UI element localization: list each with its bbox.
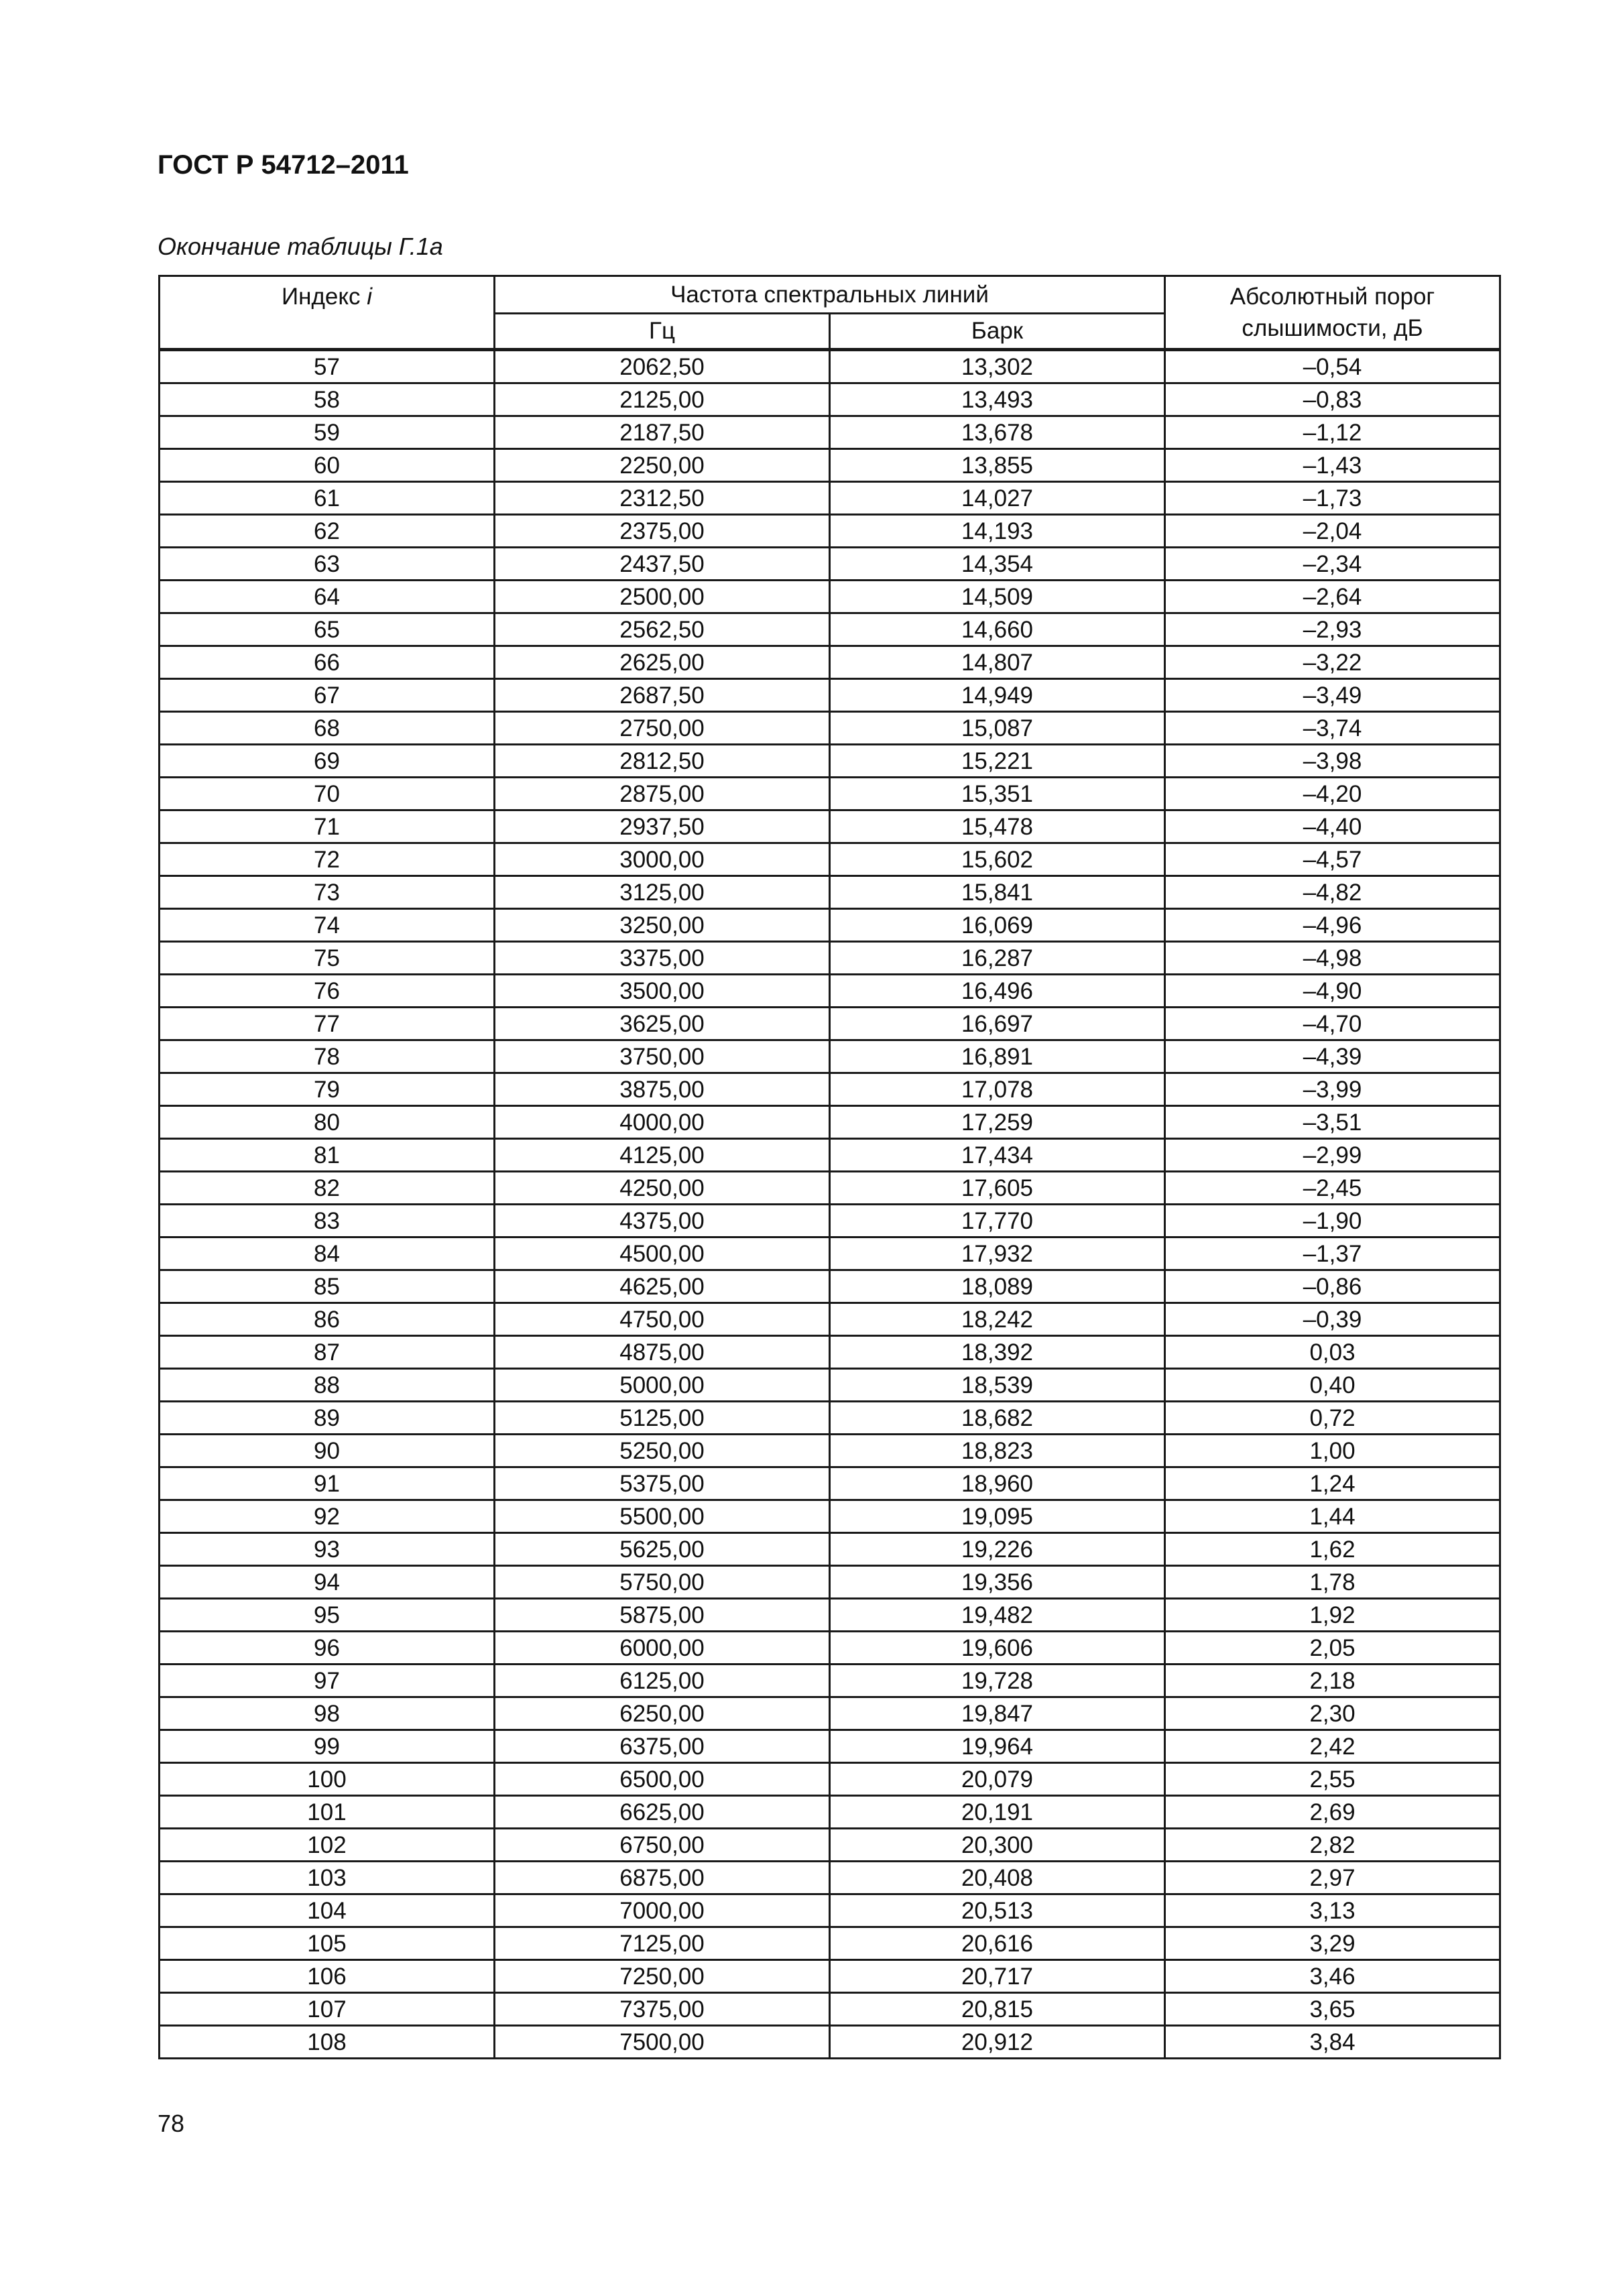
bark-cell: 15,087 [830, 712, 1165, 745]
header-hz: Гц [495, 313, 830, 349]
index-cell: 103 [160, 1862, 495, 1894]
table-row [160, 1763, 1500, 1796]
index-cell: 88 [160, 1369, 495, 1402]
bark-cell: 20,815 [830, 1993, 1165, 2026]
hz-cell: 7125,00 [495, 1927, 830, 1960]
index-cell: 65 [160, 613, 495, 646]
hz-cell: 6750,00 [495, 1829, 830, 1862]
table-row [160, 1106, 1500, 1139]
threshold-cell: 3,65 [1165, 1993, 1500, 2026]
index-cell: 79 [160, 1073, 495, 1106]
hz-cell: 3125,00 [495, 876, 830, 909]
threshold-cell: 3,84 [1165, 2026, 1500, 2059]
table-row [160, 1139, 1500, 1172]
index-cell: 84 [160, 1237, 495, 1270]
threshold-cell: –3,51 [1165, 1106, 1500, 1139]
index-cell: 69 [160, 745, 495, 778]
hz-cell: 7500,00 [495, 2026, 830, 2059]
threshold-cell: –0,83 [1165, 383, 1500, 416]
threshold-cell: 1,44 [1165, 1500, 1500, 1533]
bark-cell: 15,602 [830, 843, 1165, 876]
bark-cell: 17,770 [830, 1205, 1165, 1237]
index-cell: 63 [160, 548, 495, 581]
index-cell: 99 [160, 1730, 495, 1763]
table-row [160, 909, 1500, 942]
threshold-cell: –3,49 [1165, 679, 1500, 712]
hz-cell: 5250,00 [495, 1435, 830, 1467]
index-cell: 58 [160, 383, 495, 416]
threshold-cell: 1,62 [1165, 1533, 1500, 1566]
hz-cell: 2562,50 [495, 613, 830, 646]
bark-cell: 18,242 [830, 1303, 1165, 1336]
table-row [160, 876, 1500, 909]
table-row [160, 613, 1500, 646]
threshold-cell: –4,70 [1165, 1008, 1500, 1040]
index-cell: 76 [160, 975, 495, 1008]
hz-cell: 5875,00 [495, 1599, 830, 1632]
bark-cell: 19,847 [830, 1697, 1165, 1730]
threshold-cell: 2,97 [1165, 1862, 1500, 1894]
table-row [160, 679, 1500, 712]
index-cell: 86 [160, 1303, 495, 1336]
threshold-cell: –3,74 [1165, 712, 1500, 745]
hz-cell: 3250,00 [495, 909, 830, 942]
bark-cell: 14,660 [830, 613, 1165, 646]
table-row [160, 1402, 1500, 1435]
threshold-cell: –4,98 [1165, 942, 1500, 975]
hz-cell: 5500,00 [495, 1500, 830, 1533]
threshold-cell: 2,05 [1165, 1632, 1500, 1665]
bark-cell: 20,300 [830, 1829, 1165, 1862]
index-cell: 106 [160, 1960, 495, 1993]
table-row [160, 1205, 1500, 1237]
table-row [160, 1829, 1500, 1862]
threshold-table [158, 275, 1501, 2059]
threshold-cell: –4,82 [1165, 876, 1500, 909]
hz-cell: 2812,50 [495, 745, 830, 778]
table-row [160, 581, 1500, 613]
threshold-cell: 0,40 [1165, 1369, 1500, 1402]
hz-cell: 5125,00 [495, 1402, 830, 1435]
index-cell: 102 [160, 1829, 495, 1862]
bark-cell: 20,912 [830, 2026, 1165, 2059]
table-row [160, 745, 1500, 778]
bark-cell: 13,678 [830, 416, 1165, 449]
bark-cell: 14,509 [830, 581, 1165, 613]
bark-cell: 17,259 [830, 1106, 1165, 1139]
hz-cell: 7375,00 [495, 1993, 830, 2026]
threshold-cell: –0,86 [1165, 1270, 1500, 1303]
index-cell: 96 [160, 1632, 495, 1665]
index-cell: 92 [160, 1500, 495, 1533]
index-cell: 78 [160, 1040, 495, 1073]
index-cell: 75 [160, 942, 495, 975]
index-cell: 67 [160, 679, 495, 712]
hz-cell: 2250,00 [495, 449, 830, 482]
threshold-cell: 2,30 [1165, 1697, 1500, 1730]
threshold-cell: –2,34 [1165, 548, 1500, 581]
index-cell: 82 [160, 1172, 495, 1205]
document-code: ГОСТ Р 54712–2011 [158, 150, 409, 180]
threshold-cell: –1,12 [1165, 416, 1500, 449]
threshold-cell: –0,39 [1165, 1303, 1500, 1336]
page-number: 78 [158, 2110, 185, 2137]
index-cell: 83 [160, 1205, 495, 1237]
bark-cell: 20,079 [830, 1763, 1165, 1796]
index-cell: 105 [160, 1927, 495, 1960]
bark-cell: 19,964 [830, 1730, 1165, 1763]
hz-cell: 4250,00 [495, 1172, 830, 1205]
bark-cell: 19,482 [830, 1599, 1165, 1632]
table-row [160, 975, 1500, 1008]
table-row [160, 1008, 1500, 1040]
threshold-cell: 0,72 [1165, 1402, 1500, 1435]
table-row [160, 2026, 1500, 2059]
table-row [160, 646, 1500, 679]
hz-cell: 4875,00 [495, 1336, 830, 1369]
threshold-cell: –2,04 [1165, 515, 1500, 548]
hz-cell: 3375,00 [495, 942, 830, 975]
table-row [160, 942, 1500, 975]
index-cell: 85 [160, 1270, 495, 1303]
bark-cell: 14,807 [830, 646, 1165, 679]
hz-cell: 6125,00 [495, 1665, 830, 1697]
table-row [160, 1960, 1500, 1993]
threshold-cell: 3,46 [1165, 1960, 1500, 1993]
threshold-cell: 1,78 [1165, 1566, 1500, 1599]
bark-cell: 19,728 [830, 1665, 1165, 1697]
threshold-cell: –2,45 [1165, 1172, 1500, 1205]
hz-cell: 6625,00 [495, 1796, 830, 1829]
hz-cell: 2437,50 [495, 548, 830, 581]
index-cell: 59 [160, 416, 495, 449]
hz-cell: 3500,00 [495, 975, 830, 1008]
table-row [160, 1467, 1500, 1500]
index-cell: 93 [160, 1533, 495, 1566]
bark-cell: 14,949 [830, 679, 1165, 712]
threshold-cell: 1,24 [1165, 1467, 1500, 1500]
header-index [160, 276, 495, 350]
index-cell: 94 [160, 1566, 495, 1599]
header-frequency-group: Частота спектральных линий [495, 276, 1165, 314]
threshold-cell: –4,90 [1165, 975, 1500, 1008]
index-cell: 100 [160, 1763, 495, 1796]
table-row [160, 1862, 1500, 1894]
bark-cell: 18,823 [830, 1435, 1165, 1467]
threshold-cell: –4,96 [1165, 909, 1500, 942]
index-cell: 60 [160, 449, 495, 482]
table-row [160, 1927, 1500, 1960]
hz-cell: 4375,00 [495, 1205, 830, 1237]
threshold-cell: –3,98 [1165, 745, 1500, 778]
bark-cell: 19,095 [830, 1500, 1165, 1533]
hz-cell: 2375,00 [495, 515, 830, 548]
hz-cell: 2062,50 [495, 350, 830, 383]
header-index-label: Индекс [281, 284, 361, 310]
table-row [160, 1566, 1500, 1599]
bark-cell: 13,493 [830, 383, 1165, 416]
threshold-cell: –4,40 [1165, 810, 1500, 843]
table-row [160, 1730, 1500, 1763]
table-row [160, 1796, 1500, 1829]
bark-cell: 15,841 [830, 876, 1165, 909]
threshold-cell: –1,90 [1165, 1205, 1500, 1237]
table-row [160, 1599, 1500, 1632]
bark-cell: 16,287 [830, 942, 1165, 975]
table-row [160, 350, 1500, 383]
hz-cell: 2687,50 [495, 679, 830, 712]
hz-cell: 2625,00 [495, 646, 830, 679]
threshold-cell: –3,99 [1165, 1073, 1500, 1106]
table-row [160, 1665, 1500, 1697]
table-row [160, 1172, 1500, 1205]
hz-cell: 5625,00 [495, 1533, 830, 1566]
index-cell: 72 [160, 843, 495, 876]
threshold-cell: 3,13 [1165, 1894, 1500, 1927]
threshold-cell: –1,37 [1165, 1237, 1500, 1270]
index-cell: 66 [160, 646, 495, 679]
table-row [160, 810, 1500, 843]
bark-cell: 19,356 [830, 1566, 1165, 1599]
hz-cell: 3750,00 [495, 1040, 830, 1073]
bark-cell: 16,496 [830, 975, 1165, 1008]
hz-cell: 6000,00 [495, 1632, 830, 1665]
hz-cell: 6375,00 [495, 1730, 830, 1763]
bark-cell: 18,089 [830, 1270, 1165, 1303]
threshold-cell: 2,18 [1165, 1665, 1500, 1697]
bark-cell: 20,717 [830, 1960, 1165, 1993]
hz-cell: 4500,00 [495, 1237, 830, 1270]
bark-cell: 16,891 [830, 1040, 1165, 1073]
header-bark: Барк [830, 313, 1165, 349]
bark-cell: 13,302 [830, 350, 1165, 383]
bark-cell: 19,226 [830, 1533, 1165, 1566]
index-cell: 57 [160, 350, 495, 383]
hz-cell: 4000,00 [495, 1106, 830, 1139]
hz-cell: 7000,00 [495, 1894, 830, 1927]
hz-cell: 2312,50 [495, 482, 830, 515]
threshold-cell: –2,93 [1165, 613, 1500, 646]
hz-cell: 2750,00 [495, 712, 830, 745]
threshold-cell: –4,57 [1165, 843, 1500, 876]
table-header [160, 276, 1500, 350]
table-row [160, 712, 1500, 745]
table-row [160, 1369, 1500, 1402]
index-cell: 97 [160, 1665, 495, 1697]
index-cell: 108 [160, 2026, 495, 2059]
table-row [160, 1697, 1500, 1730]
table-caption: Окончание таблицы Г.1а [158, 233, 443, 260]
hz-cell: 2125,00 [495, 383, 830, 416]
hz-cell: 4125,00 [495, 1139, 830, 1172]
hz-cell: 2187,50 [495, 416, 830, 449]
bark-cell: 18,539 [830, 1369, 1165, 1402]
table-row [160, 1336, 1500, 1369]
index-cell: 89 [160, 1402, 495, 1435]
hz-cell: 2500,00 [495, 581, 830, 613]
index-cell: 77 [160, 1008, 495, 1040]
threshold-cell: 1,00 [1165, 1435, 1500, 1467]
threshold-cell: –2,99 [1165, 1139, 1500, 1172]
bark-cell: 19,606 [830, 1632, 1165, 1665]
table-body [160, 350, 1500, 2059]
threshold-cell: 0,03 [1165, 1336, 1500, 1369]
table-row [160, 449, 1500, 482]
threshold-cell: –3,22 [1165, 646, 1500, 679]
table-row [160, 1632, 1500, 1665]
index-cell: 81 [160, 1139, 495, 1172]
index-cell: 90 [160, 1435, 495, 1467]
index-cell: 61 [160, 482, 495, 515]
table-row [160, 1073, 1500, 1106]
header-index-var: i [367, 284, 373, 310]
hz-cell: 6875,00 [495, 1862, 830, 1894]
threshold-cell: 3,29 [1165, 1927, 1500, 1960]
bark-cell: 20,191 [830, 1796, 1165, 1829]
threshold-cell: 2,42 [1165, 1730, 1500, 1763]
hz-cell: 5750,00 [495, 1566, 830, 1599]
table-row [160, 416, 1500, 449]
bark-cell: 14,354 [830, 548, 1165, 581]
table-row [160, 778, 1500, 810]
table-row [160, 1435, 1500, 1467]
threshold-cell: –1,73 [1165, 482, 1500, 515]
table-row [160, 1040, 1500, 1073]
hz-cell: 7250,00 [495, 1960, 830, 1993]
threshold-cell: –0,54 [1165, 350, 1500, 383]
bark-cell: 15,351 [830, 778, 1165, 810]
hz-cell: 3000,00 [495, 843, 830, 876]
bark-cell: 17,932 [830, 1237, 1165, 1270]
hz-cell: 4625,00 [495, 1270, 830, 1303]
index-cell: 95 [160, 1599, 495, 1632]
threshold-cell: –1,43 [1165, 449, 1500, 482]
bark-cell: 15,221 [830, 745, 1165, 778]
bark-cell: 18,392 [830, 1336, 1165, 1369]
bark-cell: 16,069 [830, 909, 1165, 942]
bark-cell: 18,960 [830, 1467, 1165, 1500]
hz-cell: 3625,00 [495, 1008, 830, 1040]
threshold-cell: 1,92 [1165, 1599, 1500, 1632]
table-row [160, 1303, 1500, 1336]
threshold-cell: 2,69 [1165, 1796, 1500, 1829]
hz-cell: 2937,50 [495, 810, 830, 843]
table-row [160, 843, 1500, 876]
table-row [160, 1894, 1500, 1927]
bark-cell: 17,605 [830, 1172, 1165, 1205]
header-threshold: Абсолютный порог слышимости, дБ [1165, 276, 1500, 350]
index-cell: 104 [160, 1894, 495, 1927]
bark-cell: 17,078 [830, 1073, 1165, 1106]
bark-cell: 17,434 [830, 1139, 1165, 1172]
index-cell: 101 [160, 1796, 495, 1829]
table-row [160, 1270, 1500, 1303]
bark-cell: 20,513 [830, 1894, 1165, 1927]
bark-cell: 14,027 [830, 482, 1165, 515]
bark-cell: 15,478 [830, 810, 1165, 843]
bark-cell: 16,697 [830, 1008, 1165, 1040]
index-cell: 107 [160, 1993, 495, 2026]
index-cell: 68 [160, 712, 495, 745]
index-cell: 71 [160, 810, 495, 843]
threshold-cell: –4,20 [1165, 778, 1500, 810]
index-cell: 64 [160, 581, 495, 613]
hz-cell: 6500,00 [495, 1763, 830, 1796]
table-row [160, 548, 1500, 581]
threshold-cell: –2,64 [1165, 581, 1500, 613]
index-cell: 80 [160, 1106, 495, 1139]
threshold-cell: –4,39 [1165, 1040, 1500, 1073]
index-cell: 62 [160, 515, 495, 548]
hz-cell: 2875,00 [495, 778, 830, 810]
table-row [160, 515, 1500, 548]
threshold-cell: 2,55 [1165, 1763, 1500, 1796]
index-cell: 73 [160, 876, 495, 909]
index-cell: 91 [160, 1467, 495, 1500]
threshold-cell: 2,82 [1165, 1829, 1500, 1862]
table-row [160, 482, 1500, 515]
index-cell: 70 [160, 778, 495, 810]
hz-cell: 5375,00 [495, 1467, 830, 1500]
table-row [160, 1237, 1500, 1270]
table-row [160, 1500, 1500, 1533]
bark-cell: 13,855 [830, 449, 1165, 482]
hz-cell: 3875,00 [495, 1073, 830, 1106]
hz-cell: 5000,00 [495, 1369, 830, 1402]
bark-cell: 20,408 [830, 1862, 1165, 1894]
bark-cell: 18,682 [830, 1402, 1165, 1435]
hz-cell: 4750,00 [495, 1303, 830, 1336]
table-row [160, 1993, 1500, 2026]
hz-cell: 6250,00 [495, 1697, 830, 1730]
index-cell: 98 [160, 1697, 495, 1730]
index-cell: 87 [160, 1336, 495, 1369]
bark-cell: 14,193 [830, 515, 1165, 548]
table-row [160, 1533, 1500, 1566]
table-row [160, 383, 1500, 416]
index-cell: 74 [160, 909, 495, 942]
bark-cell: 20,616 [830, 1927, 1165, 1960]
